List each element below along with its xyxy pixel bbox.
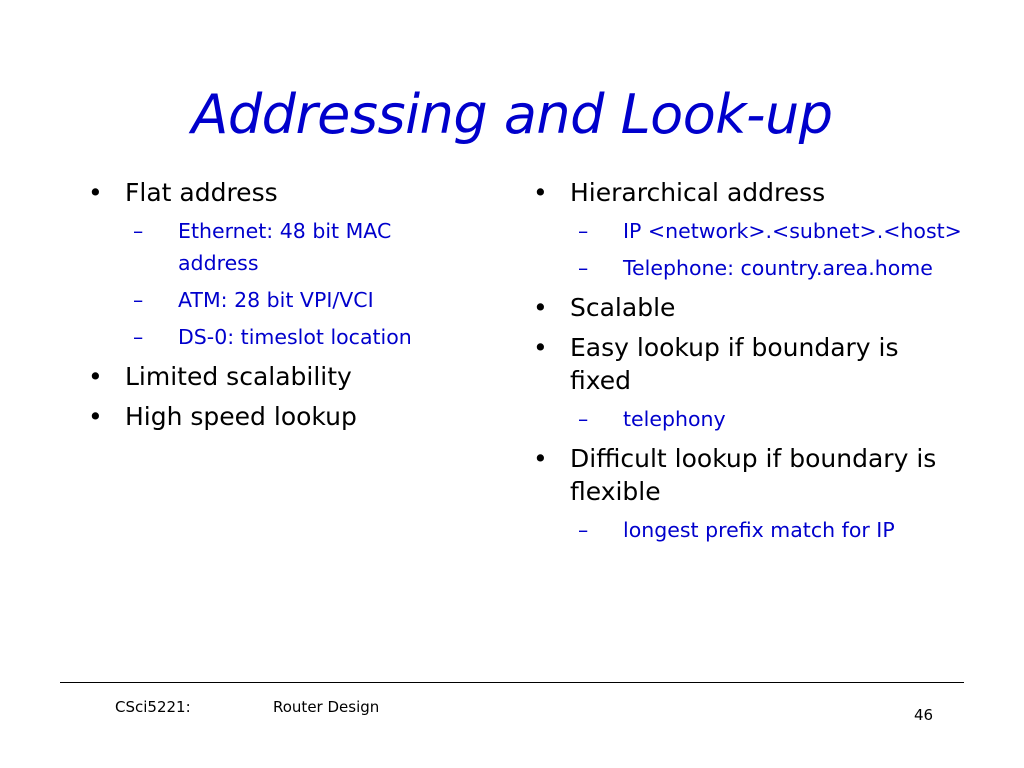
bullet-dot-icon: • xyxy=(533,444,548,473)
bullet-item xyxy=(533,442,993,546)
bullet-dot-icon: • xyxy=(533,333,548,362)
sub-item-text: telephony xyxy=(623,407,726,431)
bullet-dot-icon: • xyxy=(533,293,548,322)
page-number: 46 xyxy=(914,706,934,724)
sub-list xyxy=(578,403,993,435)
dash-icon: – xyxy=(578,407,589,431)
bullet-dot-icon: • xyxy=(88,402,103,431)
bullet-text: Easy lookup if boundary is fixed xyxy=(570,333,899,395)
bullet-dot-icon: • xyxy=(533,178,548,207)
bullet-item xyxy=(88,176,488,353)
dash-icon: – xyxy=(578,256,589,280)
sub-item-text: Telephone: country.area.home xyxy=(623,256,933,280)
right-column xyxy=(533,176,993,553)
bullet-item xyxy=(88,360,488,393)
dash-icon: – xyxy=(578,219,589,243)
sub-list xyxy=(133,215,488,353)
sub-item xyxy=(578,403,993,435)
dash-icon: – xyxy=(133,288,144,312)
bullet-text: Limited scalability xyxy=(125,362,352,391)
left-column xyxy=(88,176,488,440)
footer-course: CSci5221: xyxy=(115,698,191,716)
bullet-item xyxy=(88,400,488,433)
sub-item xyxy=(578,514,993,546)
sub-item xyxy=(133,284,488,316)
slide-title: Addressing and Look-up xyxy=(191,83,833,146)
dash-icon: – xyxy=(578,518,589,542)
sub-item xyxy=(578,215,993,247)
sub-item xyxy=(578,252,993,284)
bullet-text: Flat address xyxy=(125,178,278,207)
sub-item-text: longest prefix match for IP xyxy=(623,518,895,542)
dash-icon: – xyxy=(133,325,144,349)
sub-item-text: Ethernet: 48 bit MAC address xyxy=(178,219,392,275)
bullet-dot-icon: • xyxy=(88,178,103,207)
sub-item xyxy=(133,321,488,353)
bullet-item xyxy=(533,176,993,284)
bullet-dot-icon: • xyxy=(88,362,103,391)
sub-item-text: DS-0: timeslot location xyxy=(178,325,412,349)
dash-icon: – xyxy=(133,219,144,243)
bullet-text: High speed lookup xyxy=(125,402,357,431)
bullet-item xyxy=(533,291,993,324)
sub-list xyxy=(578,215,993,284)
sub-item xyxy=(133,215,488,279)
bullet-text: Scalable xyxy=(570,293,676,322)
bullet-text: Difficult lookup if boundary is flexible xyxy=(570,444,937,506)
footer-topic: Router Design xyxy=(273,698,380,716)
bullet-item xyxy=(533,331,993,435)
footer-divider xyxy=(60,682,964,683)
sub-item-text: ATM: 28 bit VPI/VCI xyxy=(178,288,374,312)
sub-list xyxy=(578,514,993,546)
bullet-text: Hierarchical address xyxy=(570,178,826,207)
sub-item-text: IP <network>.<subnet>.<host> xyxy=(623,219,962,243)
